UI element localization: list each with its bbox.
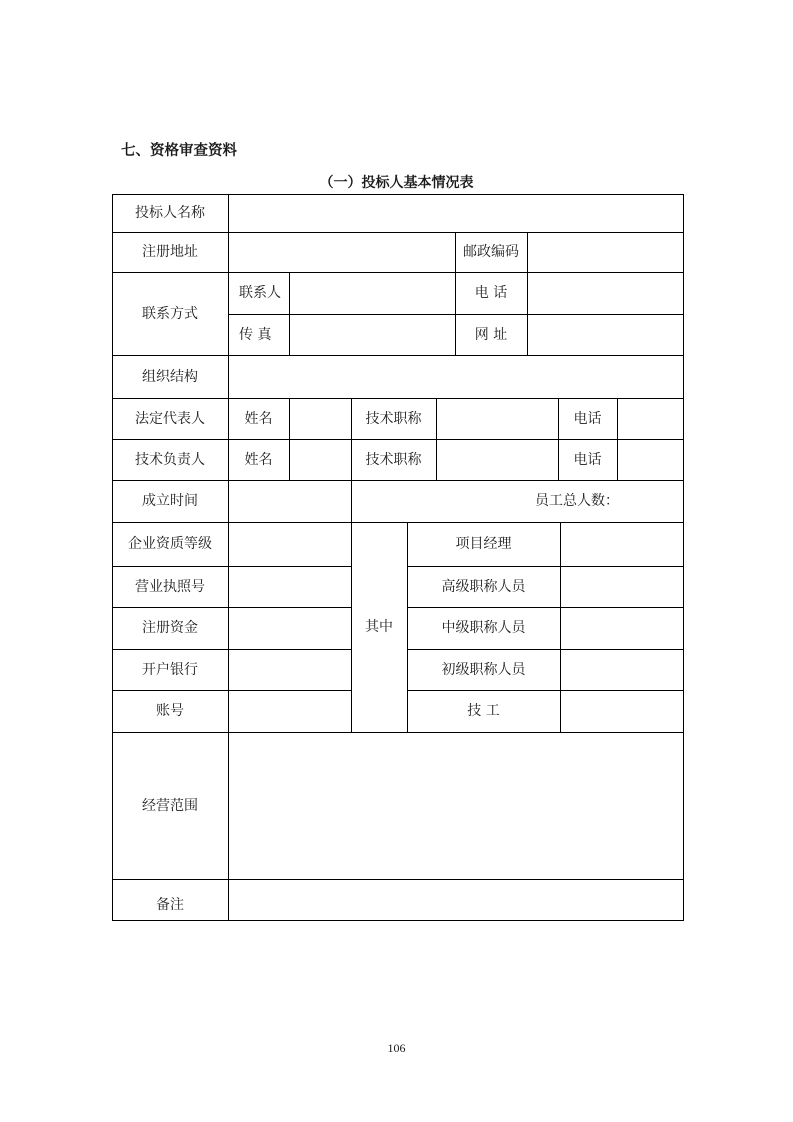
label-business-license: 营业执照号 [135, 578, 205, 595]
label-account: 账号 [156, 703, 184, 719]
legal-rep-title-field[interactable] [437, 399, 558, 439]
label-legal-rep: 法定代表人 [135, 410, 205, 427]
label-legal-rep-title: 技术职称 [365, 410, 422, 427]
label-technician: 技 工 [467, 703, 500, 719]
mid-staff-field[interactable] [561, 608, 683, 649]
label-contact-person: 联系人 [239, 285, 281, 301]
project-manager-field[interactable] [561, 523, 683, 566]
label-qualification-grade: 企业资质等级 [128, 536, 212, 552]
business-scope-field[interactable] [229, 733, 683, 879]
label-tech-lead-phone: 电话 [573, 451, 602, 468]
technician-field[interactable] [561, 691, 683, 732]
label-legal-rep-name: 姓名 [244, 410, 273, 427]
label-website: 网 址 [474, 326, 508, 343]
label-legal-rep-phone: 电话 [573, 410, 602, 427]
label-bidder-name: 投标人名称 [135, 205, 205, 221]
fax-field[interactable] [290, 315, 455, 355]
page-number: 106 [387, 1041, 406, 1055]
label-total-staff[interactable]: 员工总人数： [535, 493, 619, 509]
tech-lead-title-field[interactable] [437, 440, 558, 480]
label-reg-address: 注册地址 [142, 244, 198, 260]
table-rule [683, 194, 684, 921]
legal-rep-name-field[interactable] [290, 399, 351, 439]
label-tech-lead-name: 姓名 [244, 451, 273, 468]
business-license-field[interactable] [229, 567, 351, 607]
label-postal-code: 邮政编码 [463, 244, 519, 260]
label-bank: 开户银行 [142, 661, 198, 678]
contact-person-field[interactable] [290, 273, 455, 314]
label-project-manager: 项目经理 [455, 536, 512, 552]
postal-code-field[interactable] [528, 233, 683, 272]
legal-rep-phone-field[interactable] [618, 399, 683, 439]
label-junior-staff: 初级职称人员 [441, 661, 526, 678]
label-senior-staff: 高级职称人员 [441, 578, 526, 595]
junior-staff-field[interactable] [561, 650, 683, 690]
tech-lead-name-field[interactable] [290, 440, 351, 480]
label-phone-spaced: 电 话 [474, 285, 508, 301]
label-remarks: 备注 [156, 896, 184, 913]
table-title: （一）投标人基本情况表 [319, 175, 474, 191]
section-title: 七、资格审查资料 [121, 143, 237, 159]
org-structure-field[interactable] [229, 356, 683, 398]
label-contact-method: 联系方式 [142, 305, 198, 322]
bank-field[interactable] [229, 650, 351, 690]
qualification-grade-field[interactable] [229, 523, 351, 566]
tech-lead-phone-field[interactable] [618, 440, 683, 480]
remarks-field[interactable] [229, 880, 683, 920]
label-est-date: 成立时间 [142, 493, 198, 509]
reg-address-field[interactable] [229, 233, 455, 272]
label-mid-staff: 中级职称人员 [441, 620, 526, 636]
label-fax: 传 真 [239, 326, 272, 343]
bidder-name-field[interactable] [229, 195, 683, 232]
contact-phone-field[interactable] [528, 273, 683, 314]
website-field[interactable] [528, 315, 683, 355]
est-date-field[interactable] [229, 481, 351, 522]
registered-capital-field[interactable] [229, 608, 351, 649]
senior-staff-field[interactable] [561, 567, 683, 607]
account-field[interactable] [229, 691, 351, 732]
label-org-structure: 组织结构 [142, 368, 198, 385]
label-tech-lead: 技术负责人 [135, 451, 205, 468]
label-of-which: 其中 [365, 619, 393, 635]
label-tech-lead-title: 技术职称 [365, 451, 422, 468]
label-registered-capital: 注册资金 [142, 620, 198, 636]
table-rule [112, 920, 684, 921]
label-business-scope: 经营范围 [142, 797, 198, 814]
